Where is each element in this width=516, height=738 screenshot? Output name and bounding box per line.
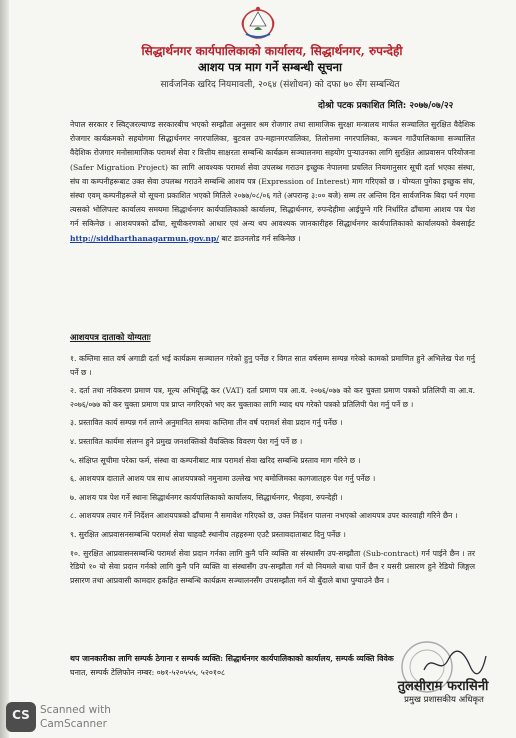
office-title: सिद्धार्थनगर कार्यपालिकाको कार्यालय, सिद्धार्थनगर, रुपन्देही (141, 44, 403, 58)
rule-reference: सार्वजनिक खरिद नियमावली, २०६४ (संशोधन) को दफा ७० सँग सम्बन्धित (160, 80, 400, 90)
list-item: १०. सुरक्षित आप्रवासनसम्बन्धि परामर्श सेवा प्रदान गर्नका लागि कुनै पनि व्यक्ति वा संस्थासँग उप-सम्झौता (Sub-contract) गर्न पाईने छैन । तर रेडियो १० यो सेवा प्रदान गर्नको लागि कुनै पनि व्यक्ति वा संस्थासँग उप-सम्झौता गर्न यो नियमले बाधा पार्ने छैन र यसरी प्रसारण हुने रेडियो जिङ्गल प्रसारण तथा आप्रवासी कामदार हकहित सम्बन्धि कार्यक्रम सञ्चालनसँग उपसम्झौता गर्न यो बुँदाले बाधा पुग्याउने छैन । (70, 548, 475, 585)
nepal-emblem-icon (236, 4, 280, 42)
list-item: ८. आशयपत्र तयार गर्ने निर्देशन आशयपत्रको ढाँचामा नै समावेश गरिएको छ, उक्त निर्देशन पालना नभएको आशयपत्र उपर कारवाही गरिने छैन । (70, 511, 458, 521)
camscanner-watermark (40, 703, 160, 731)
signatory-name: तुलसीराम फरासिनी (397, 679, 489, 694)
signatory-role: प्रमुख प्रशासकीय अधिकृत (404, 695, 484, 705)
camscanner-logo-icon (6, 702, 36, 732)
signature-scribble-icon (420, 648, 490, 678)
list-item: ६. आशयपत्र दाताले आशय पत्र साथ आशयपत्रको नमुनामा उल्लेख भए बमोजिमका कागजातहरु पेश गर्नु पर्नेछ । (70, 474, 376, 484)
qualifications-list (70, 352, 475, 592)
publication-date: दोश्रो पटक प्रकाशित मिति: २०७७/०७/२२ (318, 101, 454, 111)
contact-phone: घनात, सम्पर्क टेलिफोन नम्बर: ०७१-५२०५५५, ५२०१०८ (70, 668, 226, 677)
page-edge-shadow (0, 0, 9, 738)
qualifications-heading: आशयपत्र दाताको योग्यताः (70, 333, 151, 343)
website-link[interactable]: http://siddharthanagarmun.gov.np/ (70, 233, 220, 243)
paragraph-text: नेपाल सरकार र स्विट्जरल्याण्ड सरकारबीच भएको सम्झौता अनुसार श्रम रोजगार तथा सामाजिक सुरक्षा मन्त्रालय मार्फत सञ्चालित सुरक्षित वैदेशिक रोजगार कार्यक्रमको सहयोगमा सिद्धार्थनगर नगरपालिका, बुटवल उप-महानगरपालिका, तिलोत्तमा नगरपालिका, कञ्चन गाउँपालिकामा सञ्चालित वैदेशिक रोजगार मनोसामाजिक परामर्श सेवा र वित्तीय साक्षरता सम्बन्धि कार्यक्रम सञ्चालनमा सहयोग पुर्‍याउनका लागि सुरक्षित आप्रवासन परियोजना (Safer Migration Project) का लागि आवश्यक परामर्श सेवा उपलब्ध गराउन इच्छुक नेपालमा प्रचलित नियमानुसार सूची दर्ता भएका संस्था, संघ वा कम्पनीहरूबाट उक्त सेवा उपलब्ध गराउने सम्बन्धि आशय पत्र (Expression of Interest) माग गरिएको छ । योग्यता पुगेका इच्छुक संघ, संस्था एवम् कम्पनीहरूले यो सूचना प्रकाशित भएको मितिले २०७७/०८/०६ गते (अपरान्ह ३:०० बजे) सम्म तर अन्तिम दिन सार्वजनिक बिदा पर्न गएमा त्यसको भोलिपल्ट कार्यालय समयमा सिद्धार्थनगर कार्यपालिकाको कार्यालय, सिद्धार्थनगर, रुपन्देहीमा आईपुग्ने गरि निर्धारित ढाँचामा आशय पत्र पेश गर्न सकिनेछ । आशयपत्रको ढाँचा, सूचीकरणको आधार एवं अन्य थप आवश्यक जानकारीहरु सिद्धार्थनगर कार्यपालिकाको कार्यालयको वेबसाईट (70, 120, 475, 229)
notice-paragraph (70, 118, 475, 246)
list-item: ९. सुरक्षित आप्रवासनसम्बन्धि परामर्श सेवा चाहवटै स्थानीय तहहरुमा एउटै प्रस्तावदाताबाट दिनु पर्नेछ । (70, 529, 346, 539)
list-item: ३. प्रस्तावित कार्य सम्पन्न गर्न लाग्ने अनुमानित समयः कम्तिमा तीन वर्ष परामर्श सेवा प्रदान गर्नु पर्नेछ । (70, 418, 343, 428)
notice-subject: आशय पत्र माग गर्ने सम्बन्धी सूचना (197, 60, 343, 74)
list-item: ४. प्रस्तावित कार्यमा संलग्न हुने प्रमुख जनशक्तिको वैयक्तिक विवरण पेश गर्नु पर्ने छ । (70, 436, 303, 446)
contact-lead: थप जानकारीका लागि सम्पर्क ठेगाना र सम्पर्क व्यक्ति: सिद्धार्थनगर कार्यपालिकाको कार्यालय, सम्पर्क व्यक्ति विवेक (70, 654, 394, 663)
watermark-line-1: Scanned with (40, 704, 111, 716)
watermark-line-2: CamScanner (40, 718, 107, 730)
camscanner-badge-text: CS (12, 708, 30, 722)
list-item: ५. संक्षिप्त सूचीमा परेका फर्म, संस्था वा कम्पनीबाट मात्र परामर्श सेवा खरिद सम्बन्धि प्रस्ताव माग गरिने छ । (70, 455, 361, 465)
list-item: १. कम्तिमा सात वर्ष अगाडी दर्ता भई कार्यक्रम सञ्चालन गरेको हुनु पर्नेछ र विगत सात वर्षसम्म सम्पन्न गरेको कामको प्रमाणित हुने अभिलेख पेश गर्नु पर्ने छ । (70, 354, 475, 377)
list-item: ७. आशय पत्र पेश गर्ने स्थानः सिद्धार्थनगर कार्यपालिकाको कार्यालय, सिद्धार्थनगर, भैरहवा, रुपन्देही । (70, 492, 343, 502)
paragraph-end: बाट डाउनलोड गर्न सकिनेछ । (221, 233, 301, 243)
list-item: २. दर्ता तथा नविकरण प्रमाण पत्र, मूल्य अभिवृद्धि कर (VAT) दर्ता प्रमाण पत्र आ.व. २०७६/०७७ को कर चुक्ता प्रमाण पत्रको प्रतिलिपी वा आ.व. २०७६/०७७ को कर चुक्ता प्रमाण पत्र प्राप्त नगरिएको भए कर चुक्ताका लागि म्याद थप गरेको पत्रको प्रतिलिपी पेश गर्नु पर्ने छ । (70, 386, 475, 409)
